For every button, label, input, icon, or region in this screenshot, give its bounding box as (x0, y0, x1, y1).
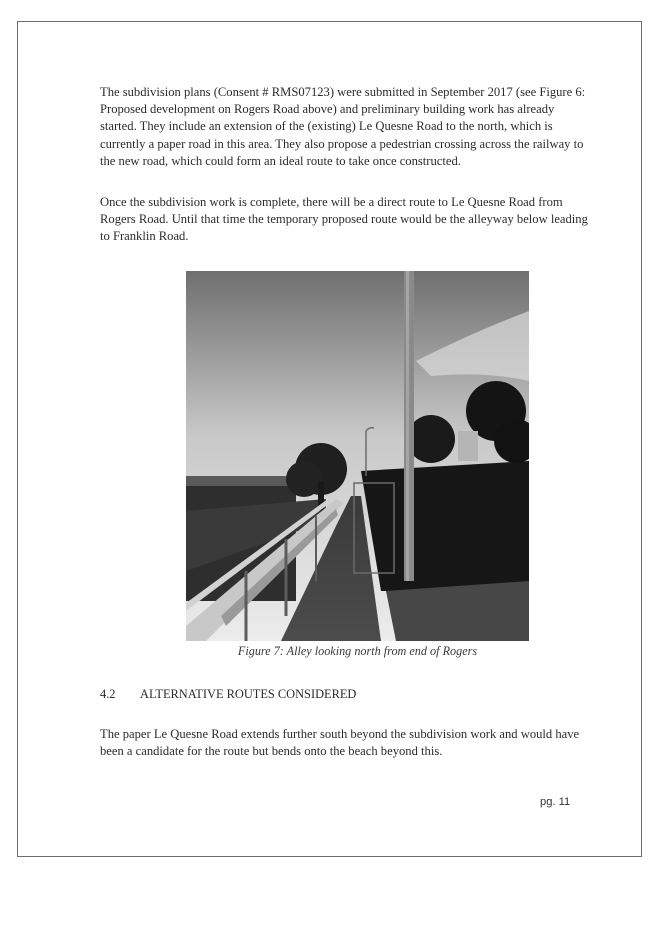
paragraph-direct-route: Once the subdivision work is complete, there will be a direct route to Le Quesne Road from Rogers Road. Until that time the temporary proposed route would be the alleyway below leading to Franklin Road. (100, 195, 588, 244)
section-heading (100, 687, 356, 702)
section-number: 4.2 (100, 687, 116, 701)
paragraph-alternative-route: The paper Le Quesne Road extends further south beyond the subdivision work and would have been a candidate for the route but bends onto the beach beyond this. (100, 727, 580, 759)
page-number: pg. 11 (540, 796, 571, 808)
page-border-right (641, 21, 642, 857)
figure-7-caption: Figure 7: Alley looking north from end of Rogers (237, 644, 478, 658)
section-title: ALTERNATIVE ROUTES CONSIDERED (140, 687, 357, 701)
page-border-top (17, 21, 642, 22)
page-border-left (17, 21, 18, 857)
page-border-bottom (17, 856, 642, 857)
figure-7-photo (186, 271, 529, 641)
paragraph-subdivision-plans: The subdivision plans (Consent # RMS07123) were submitted in September 2017 (see Figure 6: Proposed development on Rogers Road above) and preliminary building work has already started. They include an extension of the (existing) Le Quesne Road to the north, which is currently a paper road in this area. They also propose a pedestrian crossing across the railway to the new road, which could form an ideal route to take once constructed. (100, 85, 586, 168)
